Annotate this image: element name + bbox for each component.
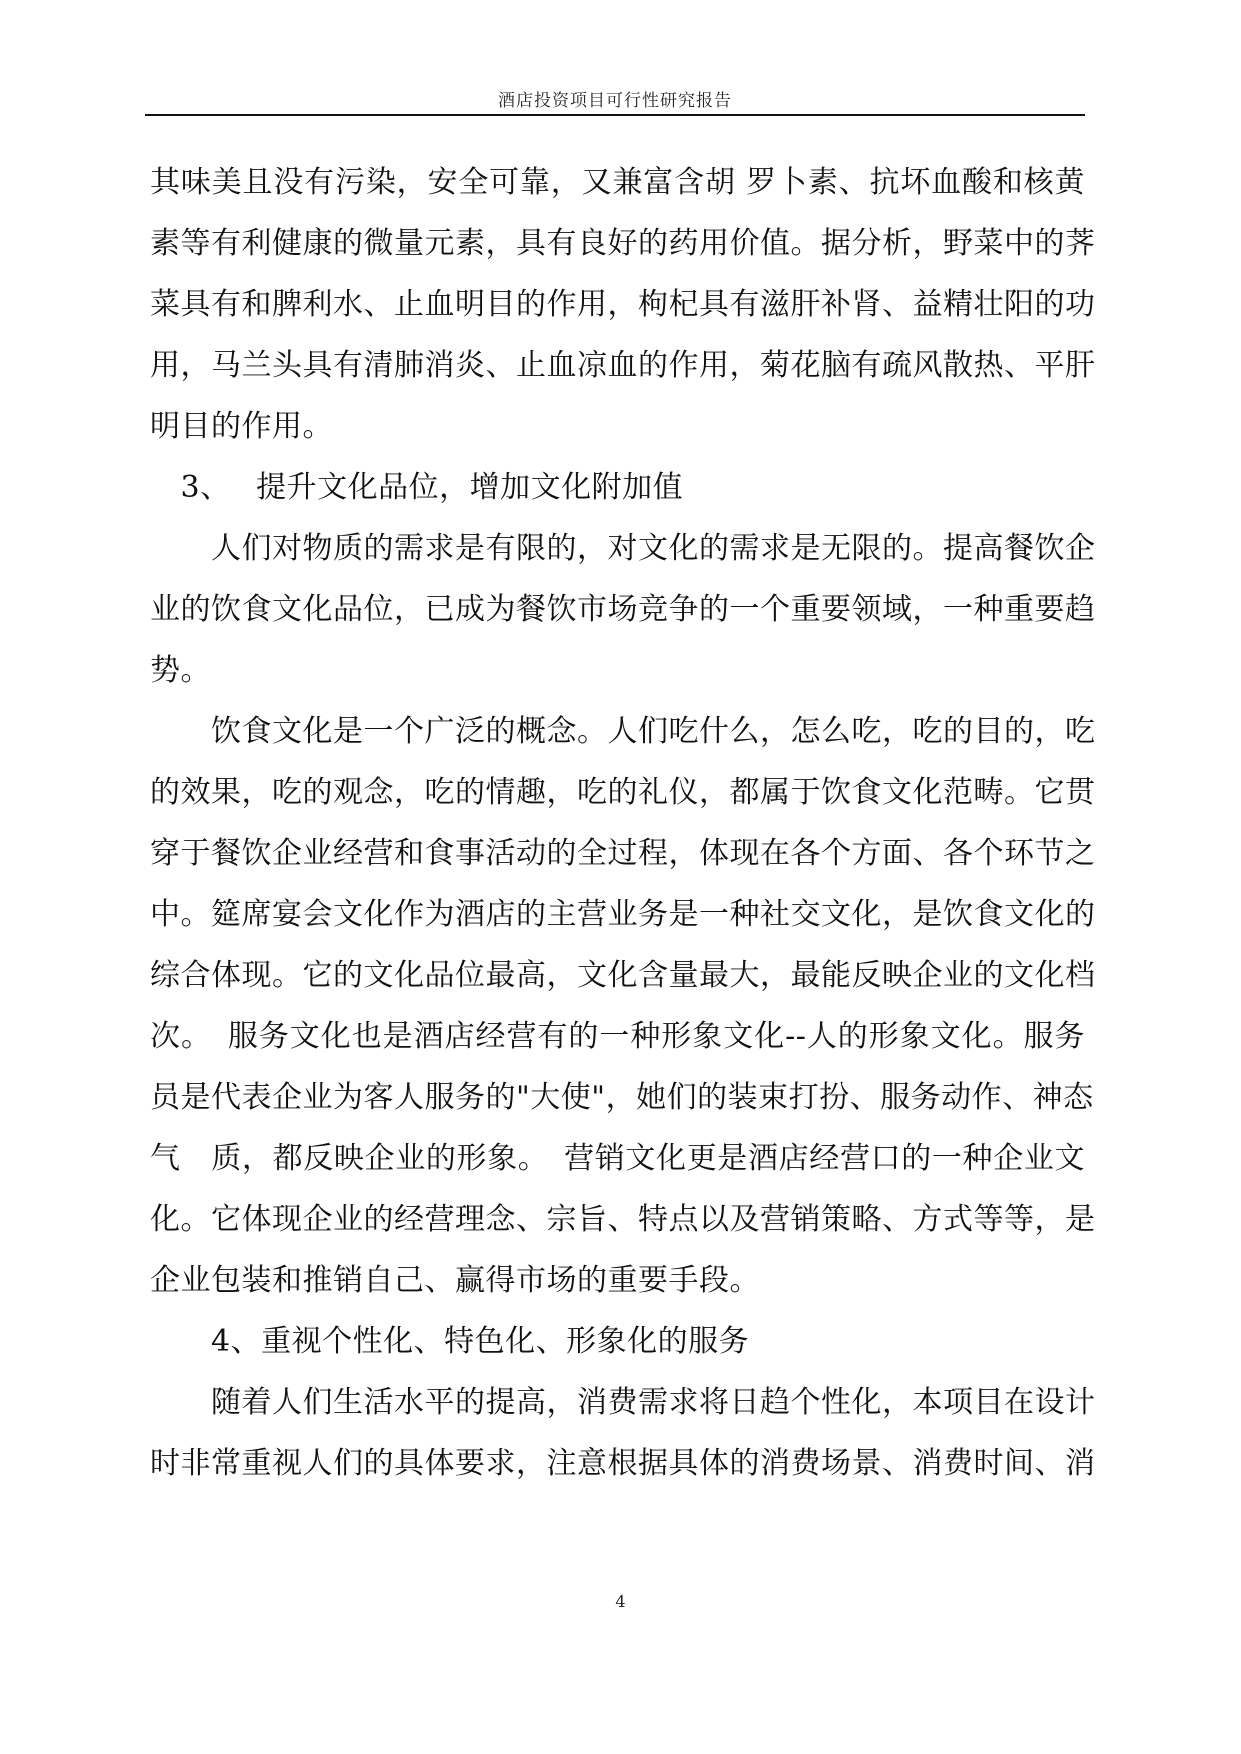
text-line: 其味美且没有污染，安全可靠，又兼富含胡 罗卜素、抗坏血酸和核黄 bbox=[150, 165, 1085, 200]
text-line: 业的饮食文化品位，已成为餐饮市场竞争的一个重要领域，一种重要趋 bbox=[150, 592, 1096, 627]
text-line: 菜具有和脾利水、止血明目的作用，枸杞具有滋肝补肾、益精壮阳的功 bbox=[150, 287, 1096, 322]
text-line: 3、 提升文化品位，增加文化附加值 bbox=[150, 470, 684, 505]
page-number: 4 bbox=[615, 1592, 626, 1611]
text-line: 中。筵席宴会文化作为酒店的主营业务是一种社交文化，是饮食文化的 bbox=[150, 897, 1096, 932]
text-line: 员是代表企业为客人服务的"大使"，她们的装束打扮、服务动作、神态 bbox=[150, 1080, 1094, 1115]
header-rule bbox=[145, 114, 1085, 116]
text-line: 明目的作用。 bbox=[150, 409, 333, 444]
text-line: 气 质，都反映企业的形象。 营销文化更是酒店经营口的一种企业文 bbox=[150, 1141, 1085, 1176]
text-line: 饮食文化是一个广泛的概念。人们吃什么，怎么吃，吃的目的，吃 bbox=[150, 714, 1096, 749]
text-line: 时非常重视人们的具体要求，注意根据具体的消费场景、消费时间、消 bbox=[150, 1446, 1096, 1481]
page-header bbox=[145, 78, 1085, 116]
text-line: 企业包装和推销自己、赢得市场的重要手段。 bbox=[150, 1263, 760, 1298]
text-line: 次。 服务文化也是酒店经营有的一种形象文化--人的形象文化。服务 bbox=[150, 1019, 1085, 1054]
text-line: 随着人们生活水平的提高，消费需求将日趋个性化，本项目在设计 bbox=[150, 1385, 1096, 1420]
text-line: 综合体现。它的文化品位最高，文化含量最大，最能反映企业的文化档 bbox=[150, 958, 1096, 993]
text-line: 化。它体现企业的经营理念、宗旨、特点以及营销策略、方式等等，是 bbox=[150, 1202, 1096, 1237]
text-line: 穿于餐饮企业经营和食事活动的全过程，体现在各个方面、各个环节之 bbox=[150, 836, 1096, 871]
text-line: 的效果，吃的观念，吃的情趣，吃的礼仪，都属于饮食文化范畴。它贯 bbox=[150, 775, 1096, 810]
text-line: 素等有利健康的微量元素，具有良好的药用价值。据分析，野菜中的荠 bbox=[150, 226, 1096, 261]
text-line: 用，马兰头具有清肺消炎、止血凉血的作用，菊花脑有疏风散热、平肝 bbox=[150, 348, 1096, 383]
text-line: 人们对物质的需求是有限的，对文化的需求是无限的。提高餐饮企 bbox=[150, 531, 1096, 566]
text-line: 势。 bbox=[150, 653, 211, 688]
header-title: 酒店投资项目可行性研究报告 bbox=[498, 91, 732, 111]
body-text bbox=[150, 152, 1096, 1494]
text-line: 4、重视个性化、特色化、形象化的服务 bbox=[150, 1324, 750, 1359]
